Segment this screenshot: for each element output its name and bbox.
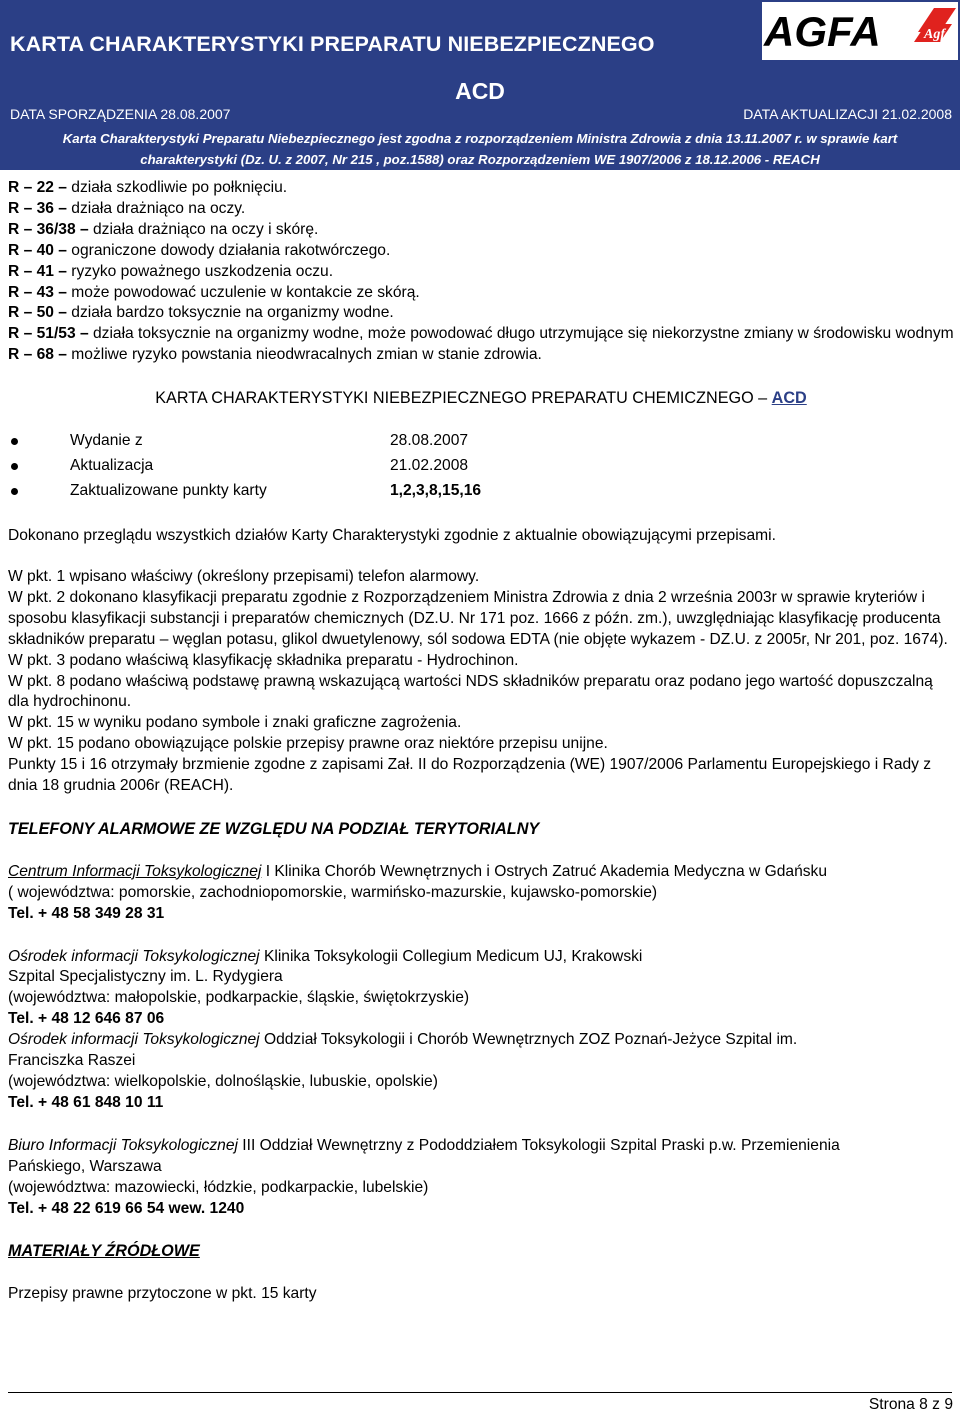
agfa-logo xyxy=(762,2,958,60)
center-description xyxy=(8,862,954,883)
edition-item xyxy=(8,454,954,479)
r-phrases-list xyxy=(8,178,954,366)
edition-label: Zaktualizowane punkty karty xyxy=(70,482,267,500)
change-item: W pkt. 15 w wyniku podano symbole i znaki graficzne zagrożenia. xyxy=(8,714,462,732)
r-phrase-item xyxy=(8,178,954,199)
agfa-badge-text: Agfa xyxy=(924,27,952,42)
r-phrase-text: działa drażniąco na oczy. xyxy=(66,199,246,217)
bullet-icon xyxy=(11,488,18,495)
r-phrase-text: działa szkodliwie po połknięciu. xyxy=(66,179,288,196)
edition-label: Wydanie z xyxy=(70,432,143,450)
center-description xyxy=(8,1030,858,1072)
r-phrase-code: R – 51/53 – xyxy=(8,325,89,343)
center-name: Ośrodek informacji Toksykologicznej xyxy=(8,1031,260,1049)
center-name: Ośrodek informacji Toksykologicznej xyxy=(8,947,260,965)
r-phrase-text: działa drażniąco na oczy i skórę. xyxy=(88,220,319,238)
regulation-note xyxy=(8,128,952,170)
bullet-icon xyxy=(11,463,18,470)
r-phrase-code: R – 68 – xyxy=(8,346,67,364)
r-phrase-item xyxy=(8,262,954,283)
update-date: DATA AKTUALIZACJI 21.02.2008 xyxy=(743,106,952,122)
center-regions: (województwa: mazowiecki, łódzkie, podkarpackie, lubelskie) xyxy=(8,1178,429,1196)
product-name: ACD xyxy=(455,78,505,104)
r-phrase-item xyxy=(8,241,954,262)
center-name: Biuro Informacji Toksykologicznej xyxy=(8,1136,238,1154)
card-title xyxy=(8,388,954,409)
center-regions: (województwa: wielkopolskie, dolnośląskie, lubuskie, opolskie) xyxy=(8,1073,438,1090)
edition-item xyxy=(8,479,954,504)
center-details: III Oddział Wewnętrzny z Pododdziałem Toksykologii Szpital Praski p.w. Przemienienia Pańskiego, Warszawa xyxy=(8,1136,840,1175)
center-details: Oddział Toksykologii i Chorób Wewnętrznych ZOZ Poznań-Jeżyce Szpital im. Franciszka Raszei xyxy=(8,1031,798,1070)
r-phrase-text: działa bardzo toksycznie na organizmy wodne. xyxy=(66,304,394,322)
r-phrase-item xyxy=(8,283,954,304)
change-item: W pkt. 15 podano obowiązujące polskie przepisy prawne oraz niektóre przepisu unijne. xyxy=(8,735,608,753)
card-title-product: ACD xyxy=(771,389,807,408)
center-description xyxy=(8,1136,848,1178)
change-item: W pkt. 3 podano właściwą klasyfikację składnika preparatu - Hydrochinon. xyxy=(8,651,519,669)
edition-value: 28.08.2007 xyxy=(390,432,469,450)
center-phone: Tel. + 48 61 848 10 11 xyxy=(8,1093,164,1111)
center-details: Klinika Toksykologii Collegium Medicum UJ, Krakowski Szpital Specjalistyczny im. L. Rydygiera xyxy=(8,947,643,986)
changes-list xyxy=(8,567,954,797)
r-phrase-code: R – 36 – xyxy=(8,199,67,217)
review-note: Dokonano przeglądu wszystkich działów Karty Charakterystyki zgodnie z aktualnie obowiązującymi przepisami. xyxy=(8,527,776,545)
r-phrase-item xyxy=(8,303,954,324)
center-details: I Klinika Chorób Wewnętrznych i Ostrych Zatruć Akademia Medyczna w Gdańsku xyxy=(261,862,828,880)
sources-text: Przepisy prawne przytoczone w pkt. 15 karty xyxy=(8,1285,317,1303)
center-block xyxy=(8,862,954,925)
edition-value: 1,2,3,8,15,16 xyxy=(390,482,482,500)
creation-date: DATA SPORZĄDZENIA 28.08.2007 xyxy=(10,106,231,122)
center-regions: (województwa: małopolskie, podkarpackie, śląskie, świętokrzyskie) xyxy=(8,989,470,1007)
r-phrase-code: R – 22 – xyxy=(8,179,67,196)
r-phrase-code: R – 36/38 – xyxy=(8,220,89,238)
document-body xyxy=(8,178,954,1305)
r-phrase-code: R – 50 – xyxy=(8,304,67,322)
center-block xyxy=(8,1136,954,1220)
document-header xyxy=(0,0,960,170)
footer-divider xyxy=(8,1392,952,1393)
r-phrase-text: ryzyko poważnego uszkodzenia oczu. xyxy=(66,262,334,280)
center-phone: Tel. + 48 22 619 66 54 wew. 1240 xyxy=(8,1199,245,1217)
center-description xyxy=(8,947,678,989)
agfa-logo-text: AGFA xyxy=(764,8,881,55)
r-phrase-code: R – 41 – xyxy=(8,262,67,280)
edition-label: Aktualizacja xyxy=(70,457,154,475)
page-number: Strona 8 z 9 xyxy=(868,1396,953,1413)
r-phrase-code: R – 40 – xyxy=(8,241,67,259)
center-phone: Tel. + 48 12 646 87 06 xyxy=(8,1010,165,1028)
r-phrase-text: możliwe ryzyko powstania nieodwracalnych zmian w stanie zdrowia. xyxy=(66,346,542,364)
center-name: Centrum Informacji Toksykologicznej xyxy=(8,862,262,880)
change-item: W pkt. 1 wpisano właściwy (określony przepisami) telefon alarmowy. xyxy=(8,567,480,585)
r-phrase-item xyxy=(8,199,954,220)
document-title: KARTA CHARAKTERYSTYKI PREPARATU NIEBEZPIECZNEGO xyxy=(10,32,655,56)
regulation-line-2: charakterystyki (Dz. U. z 2007, Nr 215 , poz.1588) oraz Rozporządzeniem WE 1907/2006 z 18.12.2006 - REACH xyxy=(140,152,820,167)
regulation-line-1: Karta Charakterystyki Preparatu Niebezpiecznego jest zgodna z rozporządzeniem Ministra Zdrowia z dnia 13.11.2007 r. w sprawie kart xyxy=(62,131,898,146)
center-phone: Tel. + 48 58 349 28 31 xyxy=(8,904,165,922)
bullet-icon xyxy=(11,438,18,445)
r-phrase-item xyxy=(8,220,954,241)
center-block xyxy=(8,947,954,1031)
r-phrase-text: ograniczone dowody działania rakotwórczego. xyxy=(66,241,391,259)
edition-item xyxy=(8,429,954,454)
r-phrase-text: działa toksycznie na organizmy wodne, może powodować długo utrzymujące się niekorzystne zmiany w środowisku wodnym xyxy=(88,325,954,343)
r-phrase-item xyxy=(8,345,954,366)
r-phrase-item xyxy=(8,324,954,345)
edition-value: 21.02.2008 xyxy=(390,457,469,475)
change-item: W pkt. 8 podano właściwą podstawę prawną wskazującą wartości NDS składników preparatu oraz podano jego wartość dopuszczalną dla hydrochinonu. xyxy=(8,672,933,711)
phones-section-title: TELEFONY ALARMOWE ZE WZGLĘDU NA PODZIAŁ TERYTORIALNY xyxy=(8,819,540,838)
change-item: Punkty 15 i 16 otrzymały brzmienie zgodne z zapisami Zał. II do Rozporządzenia (WE) 1907/2006 Parlamentu Europejskiego i Rady z dnia 18 grudnia 2006r (REACH). xyxy=(8,756,932,795)
sources-section-title: MATERIAŁY ŹRÓDŁOWE xyxy=(8,1242,200,1261)
center-regions: ( województwa: pomorskie, zachodniopomorskie, warmińsko-mazurskie, kujawsko-pomorskie) xyxy=(8,883,658,901)
change-item: W pkt. 2 dokonano klasyfikacji preparatu zgodnie z Rozporządzeniem Ministra Zdrowia z dnia 2 września 2003r w sprawie kryteriów i sposobu klasyfikacji substancji i preparatów chemicznych (DZ.U. Nr 171 poz. 1666 z późn. zm.), uwzględniając klasyfikację producenta składników preparatu – węglan potasu, glikol dwuetylenowy, sól sodowa EDTA (nie objęte wykazem - DZ.U. z 2005r, Nr 201, poz. 1674). xyxy=(8,588,948,648)
r-phrase-text: może powodować uczulenie w kontakcie ze skórą. xyxy=(66,283,420,301)
center-block xyxy=(8,1030,954,1114)
r-phrase-code: R – 43 – xyxy=(8,283,67,301)
edition-list xyxy=(8,429,954,504)
card-title-text: KARTA CHARAKTERYSTYKI NIEBEZPIECZNEGO PREPARATU CHEMICZNEGO – xyxy=(155,389,772,408)
